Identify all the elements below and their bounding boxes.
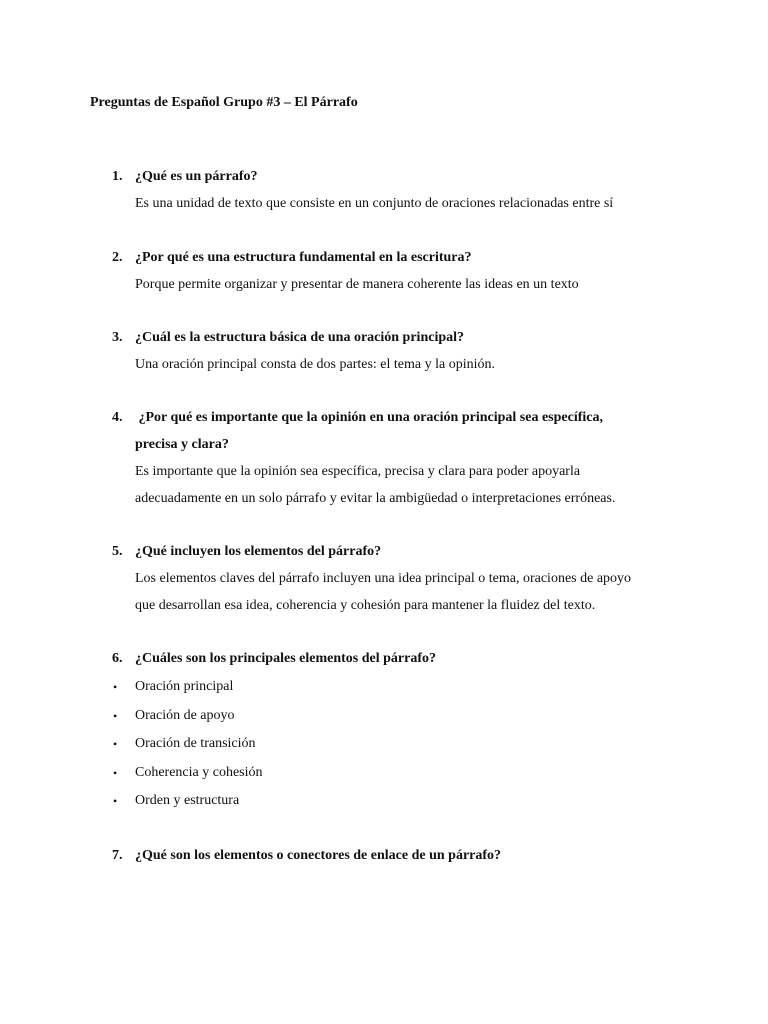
list-item: Orden y estructura bbox=[135, 793, 240, 808]
question-text: ¿Cuál es la estructura básica de una oración principal? bbox=[135, 330, 465, 345]
question-text: ¿Cuáles son los principales elementos del párrafo? bbox=[135, 651, 436, 666]
question-text: ¿Por qué es una estructura fundamental en la escritura? bbox=[135, 250, 472, 265]
question-number: 5. bbox=[112, 544, 123, 559]
bullet-icon: • bbox=[113, 766, 118, 780]
question-text: ¿Qué incluyen los elementos del párrafo? bbox=[135, 544, 382, 559]
question-text-continued: precisa y clara? bbox=[135, 437, 229, 452]
answer-text: Es una unidad de texto que consiste en un conjunto de oraciones relacionadas entre sí bbox=[135, 196, 614, 211]
question-number: 7. bbox=[112, 848, 123, 863]
bullet-icon: • bbox=[113, 737, 118, 751]
bullet-icon: • bbox=[113, 709, 118, 723]
question-number: 4. bbox=[112, 410, 123, 425]
list-item: Oración principal bbox=[135, 679, 234, 694]
question-number: 1. bbox=[112, 169, 123, 184]
question-number: 2. bbox=[112, 250, 123, 265]
question-number: 3. bbox=[112, 330, 123, 345]
answer-text: Porque permite organizar y presentar de manera coherente las ideas en un texto bbox=[135, 277, 579, 292]
question-number: 6. bbox=[112, 651, 123, 666]
answer-text: Una oración principal consta de dos partes: el tema y la opinión. bbox=[135, 357, 496, 372]
bullet-icon: • bbox=[113, 794, 118, 808]
answer-text-continued: adecuadamente en un solo párrafo y evitar la ambigüedad o interpretaciones erróneas. bbox=[135, 491, 616, 506]
question-text: ¿Por qué es importante que la opinión en una oración principal sea específica, bbox=[135, 410, 603, 425]
question-text: ¿Qué son los elementos o conectores de enlace de un párrafo? bbox=[135, 848, 502, 863]
answer-text: Los elementos claves del párrafo incluyen una idea principal o tema, oraciones de apoyo bbox=[135, 571, 632, 586]
answer-text: Es importante que la opinión sea específica, precisa y clara para poder apoyarla bbox=[135, 464, 581, 479]
list-item: Oración de apoyo bbox=[135, 708, 235, 723]
list-item: Oración de transición bbox=[135, 736, 256, 751]
list-item: Coherencia y cohesión bbox=[135, 765, 263, 780]
bullet-icon: • bbox=[113, 680, 118, 694]
document-title: Preguntas de Español Grupo #3 – El Párrafo bbox=[90, 95, 358, 110]
answer-text-continued: que desarrollan esa idea, coherencia y cohesión para mantener la fluidez del texto. bbox=[135, 598, 596, 613]
question-text: ¿Qué es un párrafo? bbox=[135, 169, 258, 184]
